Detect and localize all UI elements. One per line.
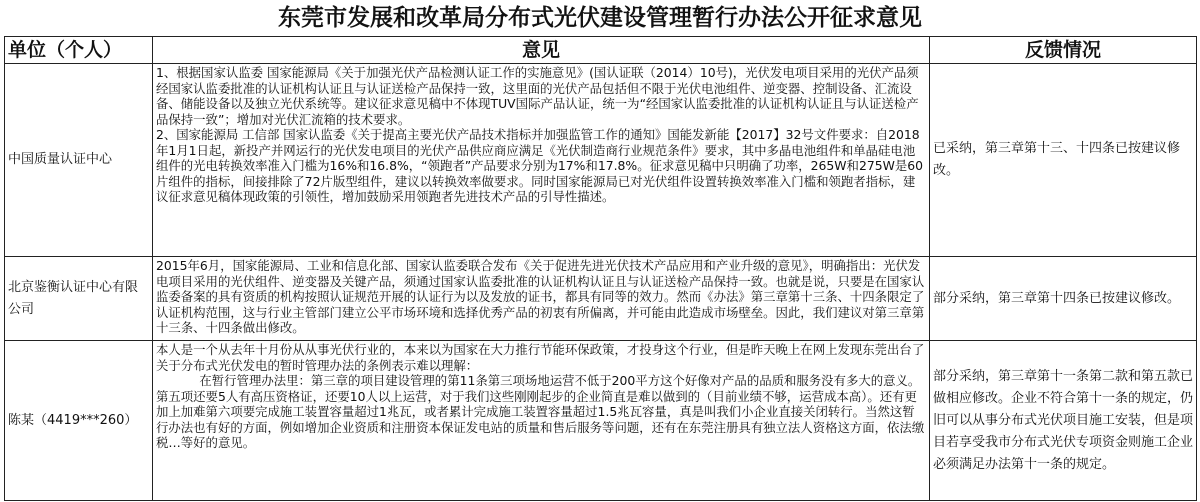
table-header-row — [5, 37, 1197, 64]
table-row — [5, 64, 1197, 257]
opinion-paragraph: 2015年6月，国家能源局、工业和信息化部、国家认监委联合发布《关于促进先进光伏技术产品应用和产业升级的意见》，明确指出：光伏发电项目采用的光伏组件、逆变器及关键产品，须通过国家认监委批准的认证机构认证且与认证送检产品保持一致。也就是说，只要是在国家认监委备案的具有资质的机构按照认证规范开展的认证行为以及发放的证书，都具有同等的效力。然而《办法》第三章第十三条、十四条限定了认证机构范围，这与行业主管部门建立公平市场环境和选择优秀产品的初衷有所偏离，并可能由此造成市场壁垒。因此，我们建议对第三章第十三条、十四条做出修改。 — [156, 258, 925, 335]
header-opinion: 意见 — [153, 37, 930, 64]
opinion-paragraph: 1、根据国家认监委 国家能源局《关于加强光伏产品检测认证工作的实施意见》(国认证联（2014）10号)，光伏发电项目采用的光伏产品须经国家认监委批准的认证机构认证且与认证送检产品保持一致，这里面的光伏产品包括但不限于光伏电池组件、逆变器、控制设备、汇流设备、储能设备以及独立光伏系统等。建议征求意见稿中不体现TUV国际产品认证，统一为“经国家认监委批准的认证机构认证且与认证送检产品保持一致”；增加对光伏汇流箱的技术要求。 — [156, 65, 919, 127]
feedback-cell: 部分采纳，第三章第十一条第二款和第五款已做相应修改。企业不符合第十一条的规定，仍旧可以从事分布式光伏项目施工安装，但是项目若享受我市分布式光伏专项资金则施工企业必须满足办法第十一条的规定。 — [930, 341, 1197, 501]
opinion-paragraph: 在暂行管理办法里：第三章的项目建设管理的第11条第三项场地运营不低于200平方这个好像对产品的品质和服务没有多大的意义。第五项还要5人有高压资格证，还要10人以上运营，对于我们这些刚刚起步的企业简直是难以做到的（目前业绩不够，运营成本高）。还有更加上加难第六项要完成施工装置容量超过1兆瓦，或者累计完成施工装置容量超过1.5兆瓦容量，真是叫我们小企业直接关闭转行。当然这暂行办法也有好的方面，例如增加企业资质和注册资本保证发电站的质量和售后服务等问题，还有在东莞注册具有独立法人资格这方面，依法缴税…等好的意见。 — [156, 373, 925, 450]
header-feedback: 反馈情况 — [930, 37, 1197, 64]
opinions-table — [4, 36, 1197, 501]
unit-cell: 北京鉴衡认证中心有限公司 — [5, 257, 153, 341]
opinion-cell — [153, 257, 930, 341]
unit-cell: 陈某（4419***260） — [5, 341, 153, 501]
feedback-cell: 部分采纳，第三章第十四条已按建议修改。 — [930, 257, 1197, 341]
unit-cell: 中国质量认证中心 — [5, 64, 153, 257]
table-row — [5, 341, 1197, 501]
table-row — [5, 257, 1197, 341]
opinion-cell — [153, 341, 930, 501]
feedback-cell: 已采纳，第三章第十三、十四条已按建议修改。 — [930, 64, 1197, 257]
header-unit: 单位（个人） — [5, 37, 153, 64]
opinion-cell — [153, 64, 930, 257]
opinion-paragraph: 2、国家能源局 工信部 国家认监委《关于提高主要光伏产品技术指标并加强监管工作的通知》国能发新能【2017】32号文件要求：自2018年1月1日起，新投产并网运行的光伏发电项目的光伏产品供应商应满足《光伏制造商行业规范条件》要求，其中多晶电池组件和单晶硅电池组件的光电转换效率准入门槛为16%和16.8%，“领跑者”产品要求分别为17%和17.8%。征求意见稿中只明确了功率，265W和275W是60片组件的指标，间接排除了72片版型组件，建议以转换效率做要求。同时国家能源局已对光伏组件设置转换效率准入门槛和领跑者指标，建议征求意见稿体现政策的引领性，增加鼓励采用领跑者先进技术产品的引导性描述。 — [156, 127, 924, 204]
opinion-paragraph: 本人是一个从去年十月份从从事光伏行业的，本来以为国家在大力推行节能环保政策，才投身这个行业，但是昨天晚上在网上发现东莞出台了关于分布式光伏发电的暂时管理办法的条例表示难以理解： — [156, 342, 925, 373]
page-title: 东莞市发展和改革局分布式光伏建设管理暂行办法公开征求意见 — [278, 5, 922, 31]
